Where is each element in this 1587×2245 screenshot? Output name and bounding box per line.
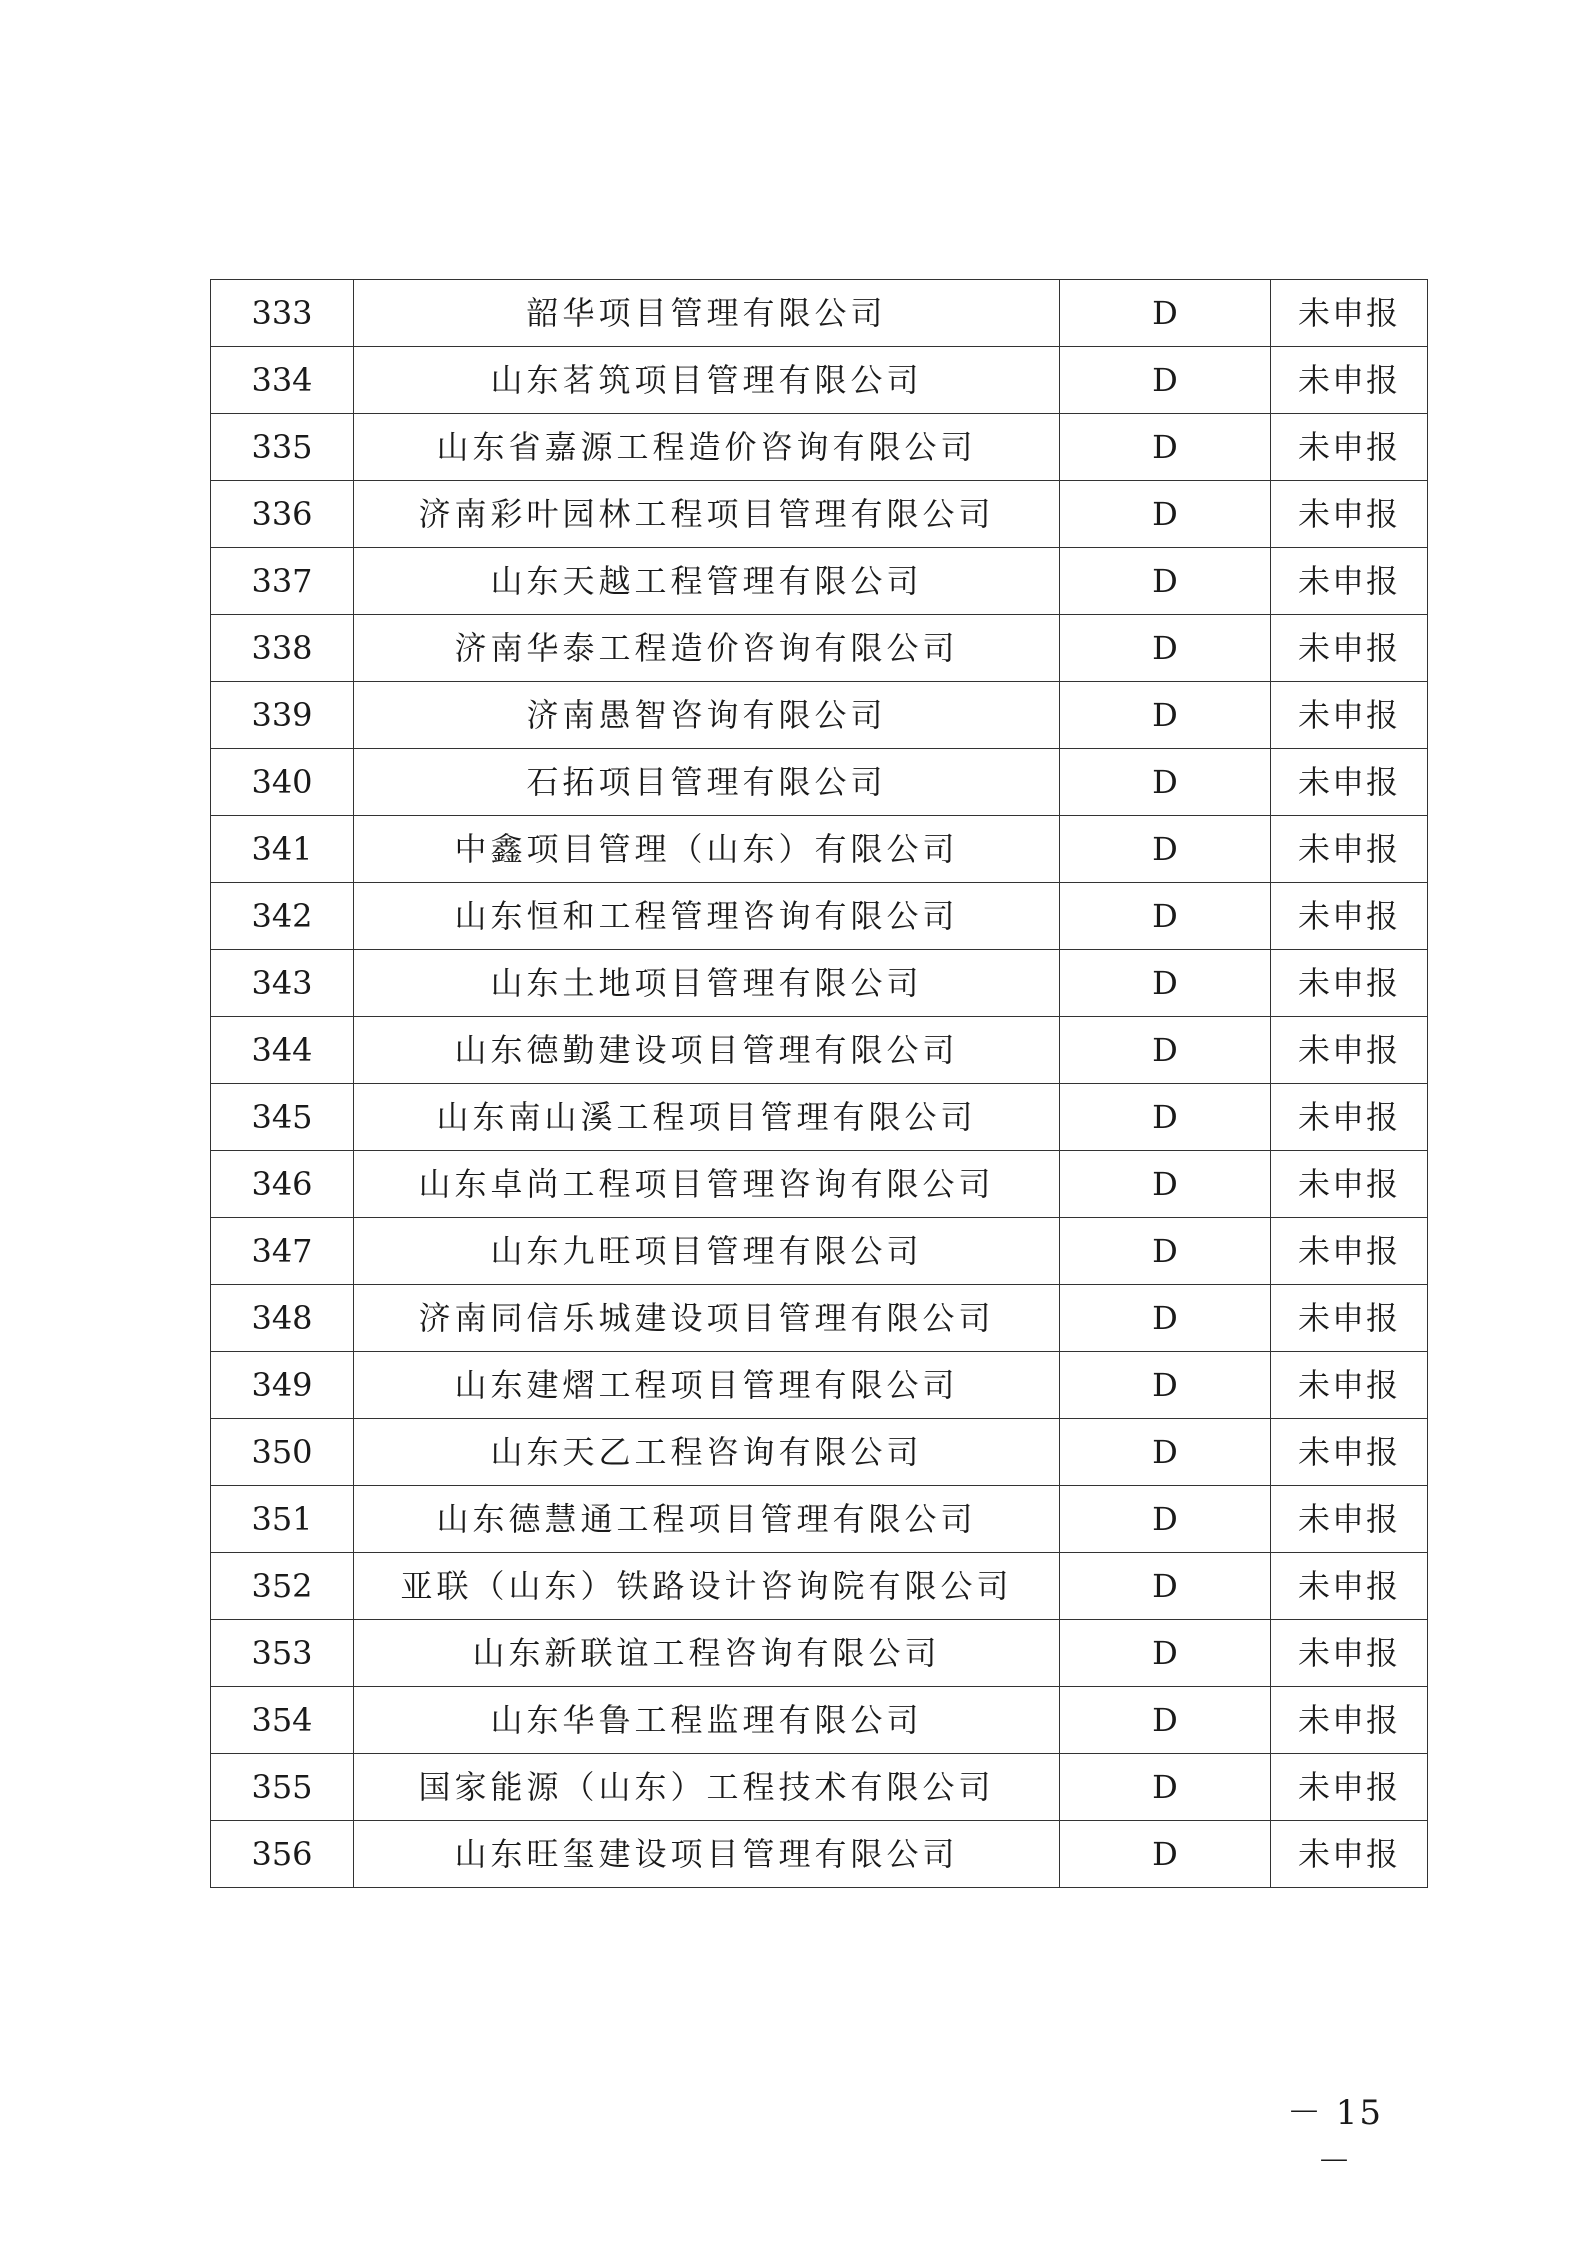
company-name: 山东新联谊工程咨询有限公司 [354,1620,1060,1687]
table-row [211,1486,1428,1553]
row-number: 353 [211,1620,354,1687]
company-name: 山东天越工程管理有限公司 [354,548,1060,615]
report-status: 未申报 [1271,1084,1428,1151]
company-name: 济南愚智咨询有限公司 [354,682,1060,749]
company-name: 山东德慧通工程项目管理有限公司 [354,1486,1060,1553]
company-name: 山东建熠工程项目管理有限公司 [354,1352,1060,1419]
company-name: 山东土地项目管理有限公司 [354,950,1060,1017]
row-number: 351 [211,1486,354,1553]
row-number: 349 [211,1352,354,1419]
grade: D [1060,816,1271,883]
row-number: 340 [211,749,354,816]
row-number: 335 [211,414,354,481]
grade: D [1060,950,1271,1017]
table-row [211,347,1428,414]
row-number: 337 [211,548,354,615]
company-name: 山东卓尚工程项目管理咨询有限公司 [354,1151,1060,1218]
table-row [211,1017,1428,1084]
report-status: 未申报 [1271,883,1428,950]
report-status: 未申报 [1271,481,1428,548]
report-status: 未申报 [1271,1017,1428,1084]
grade: D [1060,347,1271,414]
table-row [211,481,1428,548]
grade: D [1060,749,1271,816]
table-row [211,615,1428,682]
row-number: 345 [211,1084,354,1151]
row-number: 343 [211,950,354,1017]
grade: D [1060,1754,1271,1821]
row-number: 346 [211,1151,354,1218]
grade: D [1060,1553,1271,1620]
row-number: 354 [211,1687,354,1754]
company-name: 济南华泰工程造价咨询有限公司 [354,615,1060,682]
company-name: 山东南山溪工程项目管理有限公司 [354,1084,1060,1151]
report-status: 未申报 [1271,1151,1428,1218]
row-number: 333 [211,280,354,347]
report-status: 未申报 [1271,1754,1428,1821]
report-status: 未申报 [1271,1419,1428,1486]
table-row [211,1553,1428,1620]
report-status: 未申报 [1271,615,1428,682]
company-name: 山东省嘉源工程造价咨询有限公司 [354,414,1060,481]
company-name: 石拓项目管理有限公司 [354,749,1060,816]
report-status: 未申报 [1271,682,1428,749]
report-status: 未申报 [1271,1285,1428,1352]
grade: D [1060,883,1271,950]
grade: D [1060,1352,1271,1419]
table-row [211,883,1428,950]
row-number: 334 [211,347,354,414]
company-name: 亚联（山东）铁路设计咨询院有限公司 [354,1553,1060,1620]
report-status: 未申报 [1271,816,1428,883]
company-name: 济南彩叶园林工程项目管理有限公司 [354,481,1060,548]
grade: D [1060,1151,1271,1218]
grade: D [1060,1620,1271,1687]
report-status: 未申报 [1271,1620,1428,1687]
company-name: 山东恒和工程管理咨询有限公司 [354,883,1060,950]
row-number: 338 [211,615,354,682]
company-name: 山东德勤建设项目管理有限公司 [354,1017,1060,1084]
company-name: 济南同信乐城建设项目管理有限公司 [354,1285,1060,1352]
report-status: 未申报 [1271,1821,1428,1888]
table-row [211,1285,1428,1352]
report-status: 未申报 [1271,1553,1428,1620]
row-number: 352 [211,1553,354,1620]
page-number: － 15 － [1286,2093,1384,2182]
table-row [211,950,1428,1017]
company-name: 中鑫项目管理（山东）有限公司 [354,816,1060,883]
report-status: 未申报 [1271,280,1428,347]
table-row [211,280,1428,347]
table-row [211,1620,1428,1687]
table-row [211,1151,1428,1218]
table-row [211,749,1428,816]
grade: D [1060,1486,1271,1553]
table-row [211,548,1428,615]
row-number: 355 [211,1754,354,1821]
row-number: 356 [211,1821,354,1888]
table-row [211,1754,1428,1821]
grade: D [1060,1084,1271,1151]
row-number: 339 [211,682,354,749]
grade: D [1060,481,1271,548]
grade: D [1060,1821,1271,1888]
grade: D [1060,1687,1271,1754]
grade: D [1060,1419,1271,1486]
company-name: 国家能源（山东）工程技术有限公司 [354,1754,1060,1821]
row-number: 336 [211,481,354,548]
table-row [211,1352,1428,1419]
grade: D [1060,280,1271,347]
company-name: 韶华项目管理有限公司 [354,280,1060,347]
company-table [210,279,1428,1888]
company-name: 山东天乙工程咨询有限公司 [354,1419,1060,1486]
grade: D [1060,548,1271,615]
company-name: 山东旺玺建设项目管理有限公司 [354,1821,1060,1888]
row-number: 344 [211,1017,354,1084]
company-name: 山东华鲁工程监理有限公司 [354,1687,1060,1754]
company-name: 山东九旺项目管理有限公司 [354,1218,1060,1285]
report-status: 未申报 [1271,1218,1428,1285]
grade: D [1060,682,1271,749]
report-status: 未申报 [1271,548,1428,615]
report-status: 未申报 [1271,347,1428,414]
company-name: 山东茗筑项目管理有限公司 [354,347,1060,414]
table-row [211,682,1428,749]
grade: D [1060,1285,1271,1352]
table-row [211,1419,1428,1486]
grade: D [1060,414,1271,481]
report-status: 未申报 [1271,1687,1428,1754]
grade: D [1060,1218,1271,1285]
report-status: 未申报 [1271,1486,1428,1553]
report-status: 未申报 [1271,1352,1428,1419]
grade: D [1060,1017,1271,1084]
table-row [211,816,1428,883]
table-row [211,1218,1428,1285]
company-table-body [211,280,1428,1888]
table-row [211,414,1428,481]
report-status: 未申报 [1271,749,1428,816]
row-number: 342 [211,883,354,950]
grade: D [1060,615,1271,682]
table-row [211,1084,1428,1151]
table-row [211,1821,1428,1888]
report-status: 未申报 [1271,414,1428,481]
report-status: 未申报 [1271,950,1428,1017]
table-row [211,1687,1428,1754]
row-number: 341 [211,816,354,883]
row-number: 347 [211,1218,354,1285]
row-number: 350 [211,1419,354,1486]
row-number: 348 [211,1285,354,1352]
